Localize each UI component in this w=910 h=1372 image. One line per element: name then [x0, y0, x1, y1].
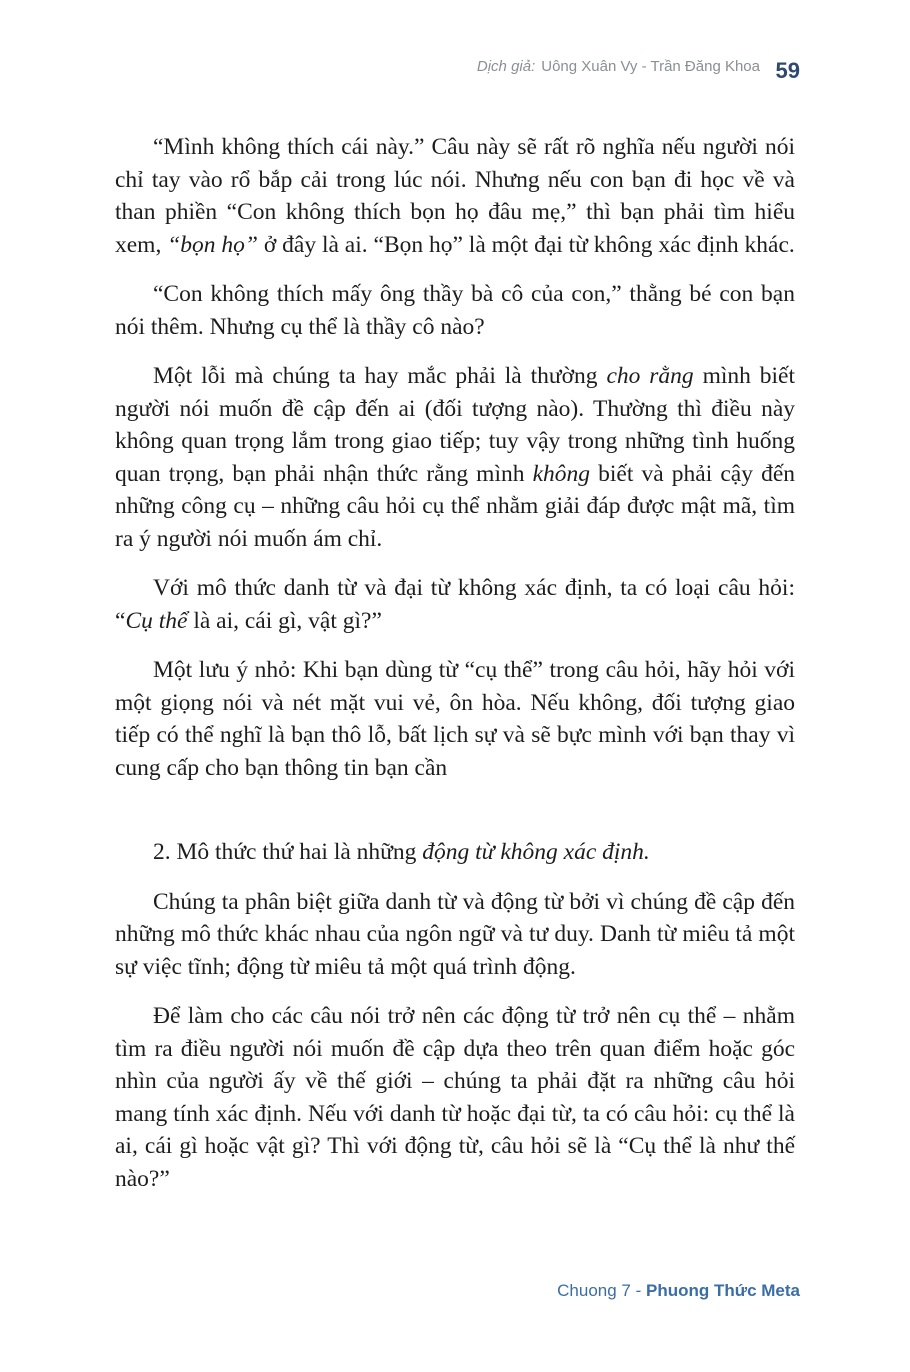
- text-run: “Mình không thích cái này.” Câu này sẽ rất rõ nghĩa nếu người nói chỉ tay vào rổ bắp cải trong lúc nói. Nhưng nếu con bạn đi học về và than phiền “Con không thích bọn họ đâu mẹ,” thì bạn phải tìm hiểu xem,: [115, 134, 795, 258]
- paragraph: [115, 572, 795, 637]
- paragraph: [115, 654, 795, 784]
- page-body: [115, 131, 795, 1212]
- chapter-prefix: Chuong 7 -: [557, 1281, 642, 1300]
- paragraph: [115, 131, 795, 261]
- text-run: mình biết người nói muốn đề cập đến ai (đối tượng nào). Thường thì điều này không quan trọng lắm trong giao tiếp; tuy vậy trong những tình huống quan trọng, bạn phải nhận thức rằng mình: [115, 363, 796, 487]
- paragraph: [115, 1000, 795, 1195]
- italic-text: “bọn họ”: [167, 231, 258, 258]
- italic-text: Cụ thể: [125, 607, 188, 634]
- paragraph: [115, 278, 795, 343]
- italic-text: cho rằng: [606, 363, 694, 389]
- chapter-footer: [557, 1281, 800, 1301]
- running-header: [477, 58, 800, 75]
- translator-label: Dịch giả:: [476, 58, 536, 75]
- text-run: ở đây là ai. “Bọn họ” là một đại từ không xác định khác.: [257, 231, 795, 258]
- text-run: là ai, cái gì, vật gì?”: [187, 607, 382, 634]
- text-run: biết và phải cậy đến những công cụ – những câu hỏi cụ thể nhằm giải đáp được mật mã, tìm ra ý người nói muốn ám chỉ.: [115, 460, 796, 552]
- translator-names: Uông Xuân Vy - Trần Đăng Khoa: [541, 58, 760, 75]
- text-run: Chúng ta phân biệt giữa danh từ và động từ bởi vì chúng đề cập đến những mô thức khác nhau của ngôn ngữ và tư duy. Danh từ miêu tả một sự việc tĩnh; động từ miêu tả một quá trình động.: [115, 888, 795, 980]
- text-run: 2. Mô thức thứ hai là những: [153, 839, 423, 865]
- italic-text: động từ không xác định.: [422, 839, 650, 865]
- paragraph: [115, 360, 795, 555]
- text-run: “Con không thích mấy ông thầy bà cô của con,” thằng bé con bạn nói thêm. Nhưng cụ thể là thầy cô nào?: [115, 281, 795, 340]
- italic-text: không: [532, 460, 591, 487]
- text-run: Một lỗi mà chúng ta hay mắc phải là thường: [153, 363, 607, 389]
- text-run: Với mô thức danh từ và đại từ không xác định, ta có loại câu hỏi: “: [115, 575, 795, 634]
- page-number: 59: [775, 58, 800, 83]
- chapter-title: Phuong Thức Meta: [646, 1281, 800, 1300]
- list-item: [115, 836, 795, 869]
- text-run: Để làm cho các câu nói trở nên các động từ trở nên cụ thể – nhằm tìm ra điều người nói muốn đề cập dựa theo trên quan điểm hoặc góc nhìn của người ấy về thế giới – chúng ta phải đặt ra những câu hỏi mang tính xác định. Nếu với danh từ hoặc đại từ, ta có câu hỏi: cụ thể là ai, cái gì hoặc vật gì? Thì với động từ, câu hỏi sẽ là “Cụ thể là như thế nào?”: [115, 1003, 795, 1192]
- text-run: Một lưu ý nhỏ: Khi bạn dùng từ “cụ thể” trong câu hỏi, hãy hỏi với một giọng nói và nét mặt vui vẻ, ôn hòa. Nếu không, đối tượng giao tiếp có thể nghĩ là bạn thô lỗ, bất lịch sự và sẽ bực mình với bạn thay vì cung cấp cho bạn thông tin bạn cần: [115, 657, 795, 781]
- paragraph: [115, 886, 795, 984]
